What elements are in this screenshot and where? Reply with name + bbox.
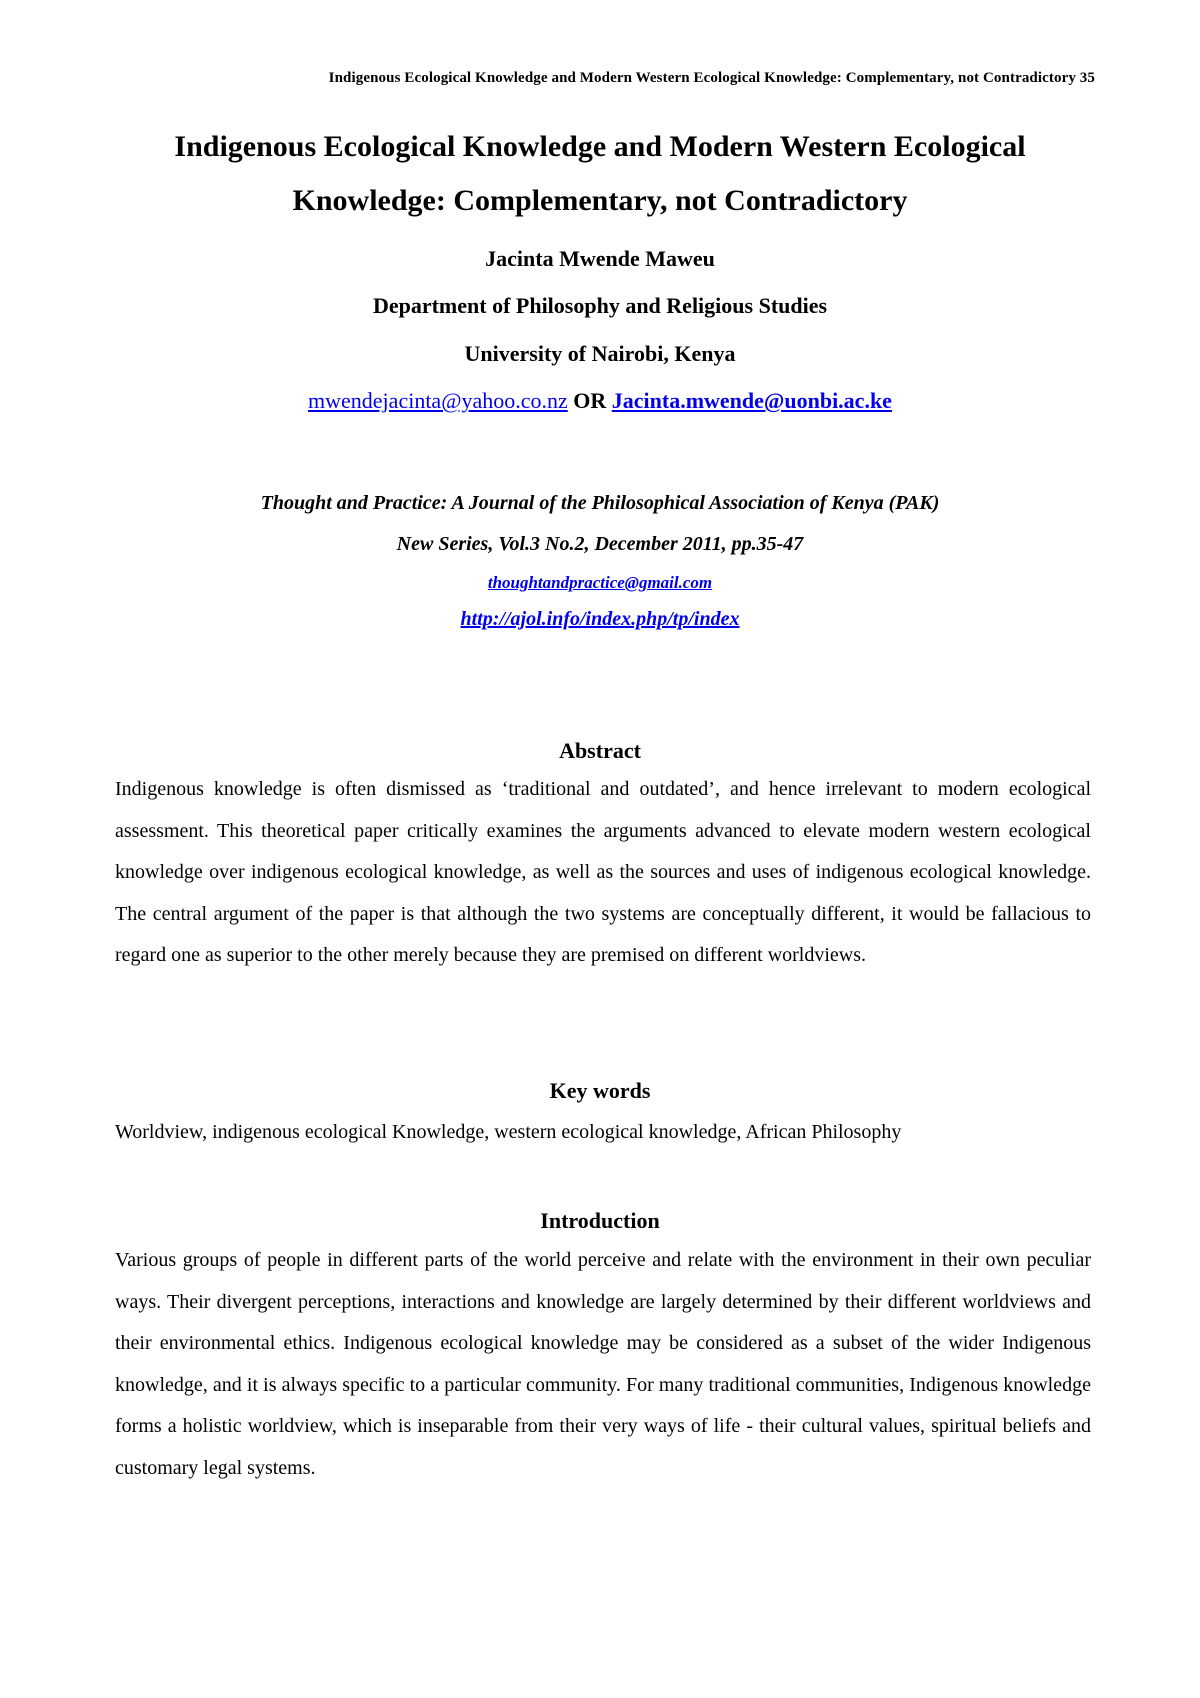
journal-url-link[interactable]: http://ajol.info/index.php/tp/index xyxy=(460,608,740,630)
author-name: Jacinta Mwende Maweu xyxy=(485,246,715,271)
journal-email xyxy=(100,573,1100,593)
keywords-text: Worldview, indigenous ecological Knowledge, western ecological knowledge, African Philosophy xyxy=(115,1121,902,1143)
author-email-link-2[interactable]: Jacinta.mwende@uonbi.ac.ke xyxy=(611,388,892,413)
introduction-heading: Introduction xyxy=(540,1208,660,1233)
journal-name: Thought and Practice: A Journal of the Philosophical Association of Kenya (PAK) xyxy=(260,492,940,514)
journal-email-link[interactable]: thoughtandpractice@gmail.com xyxy=(487,573,713,592)
author-department: Department of Philosophy and Religious Studies xyxy=(372,293,828,318)
abstract-text: Indigenous knowledge is often dismissed as ‘traditional and outdated’, and hence irrelevant to modern ecological assessment. This theoretical paper critically examines the arguments advanced to elevate modern western ecological knowledge over indigenous ecological knowledge, as well as the sources and uses of indigenous ecological knowledge. The central argument of the paper is that although the two systems are conceptually different, it would be fallacious to regard one as superior to the other merely because they are premised on different worldviews. xyxy=(115,778,1091,966)
title-line-1: Indigenous Ecological Knowledge and Modern Western Ecological xyxy=(174,130,1026,163)
running-head: Indigenous Ecological Knowledge and Modern Western Ecological Knowledge: Complementary, not Contradictory 35 xyxy=(328,70,1095,86)
keywords-heading: Key words xyxy=(549,1078,651,1103)
author-university: University of Nairobi, Kenya xyxy=(464,341,736,366)
author-emails xyxy=(100,388,1100,414)
abstract-heading: Abstract xyxy=(559,738,641,763)
author-email-link-1[interactable]: mwendejacinta@yahoo.co.nz xyxy=(308,388,568,413)
journal-series: New Series, Vol.3 No.2, December 2011, pp.35-47 xyxy=(396,533,804,555)
paper-title xyxy=(100,120,1100,228)
email-separator: OR xyxy=(573,388,607,413)
journal-url xyxy=(100,608,1100,631)
introduction-text: Various groups of people in different parts of the world perceive and relate with the environment in their own peculiar ways. Their divergent perceptions, interactions and knowledge are largely determined by their different worldviews and their environmental ethics. Indigenous ecological knowledge may be considered as a subset of the wider Indigenous knowledge, and it is always specific to a particular community. For many traditional communities, Indigenous knowledge forms a holistic worldview, which is inseparable from their very ways of life - their cultural values, spiritual beliefs and customary legal systems. xyxy=(115,1249,1091,1479)
title-line-2: Knowledge: Complementary, not Contradictory xyxy=(292,184,908,217)
